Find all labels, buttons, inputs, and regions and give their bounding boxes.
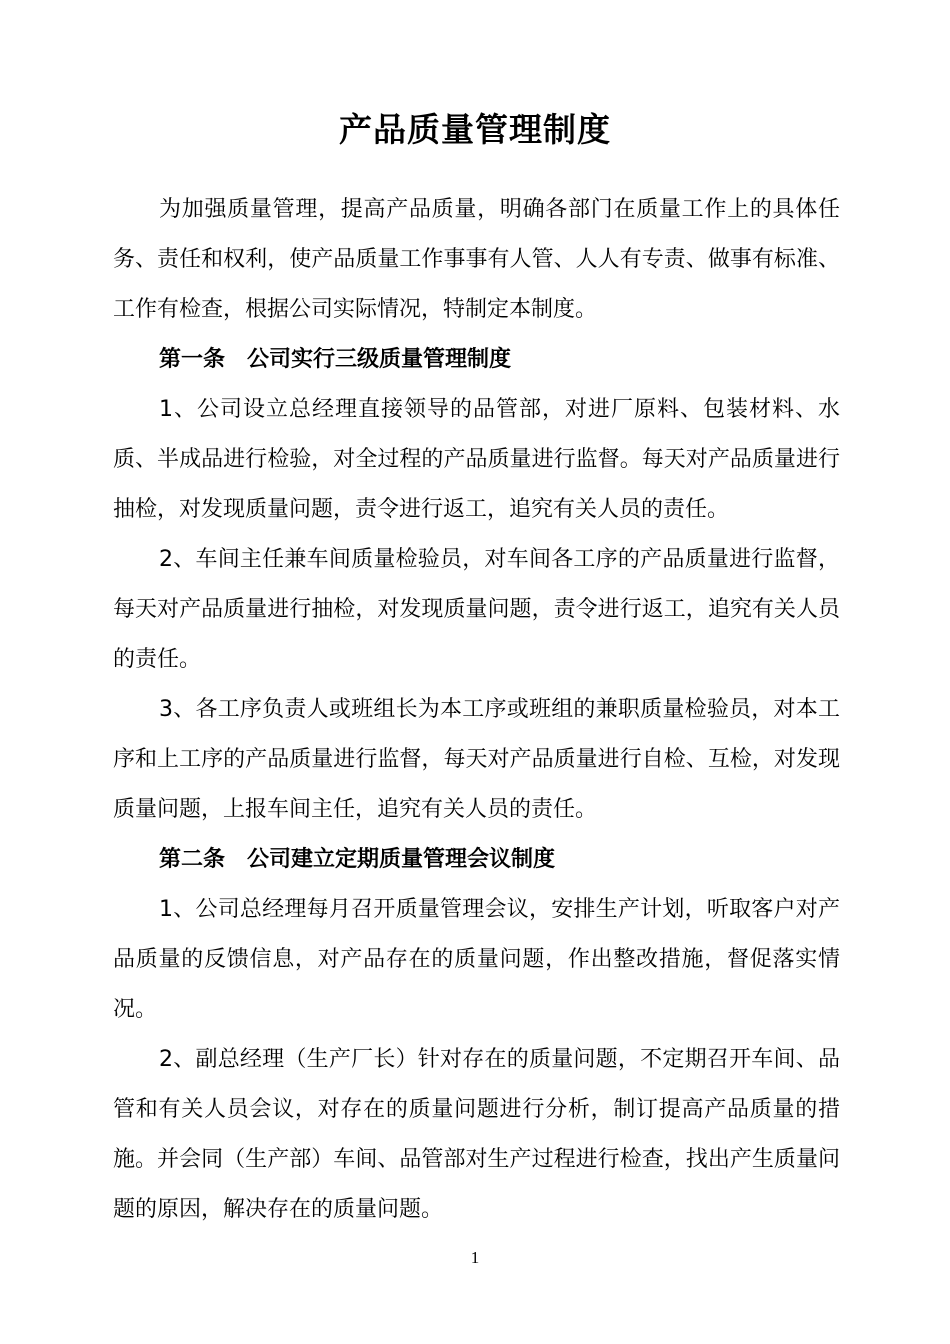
document-body [113, 185, 840, 1235]
article-1-item-3: 3、各工序负责人或班组长为本工序或班组的兼职质量检验员，对本工序和上工序的产品质量进行监督，每天对产品质量进行自检、互检，对发现质量问题，上报车间主任，追究有关人员的责任。 [113, 697, 840, 822]
article-1-item-2: 2、车间主任兼车间质量检验员，对车间各工序的产品质量进行监督，每天对产品质量进行抽检，对发现质量问题，责令进行返工，追究有关人员的责任。 [113, 547, 840, 672]
article-2-item-1: 1、公司总经理每月召开质量管理会议，安排生产计划，听取客户对产品质量的反馈信息，对产品存在的质量问题，作出整改措施，督促落实情况。 [113, 897, 840, 1022]
article-1-heading: 第一条 公司实行三级质量管理制度 [159, 347, 512, 372]
page-number: 1 [470, 1248, 480, 1267]
intro-paragraph: 为加强质量管理，提高产品质量，明确各部门在质量工作上的具体任务、责任和权利，使产品质量工作事事有人管、人人有专责、做事有标准、工作有检查，根据公司实际情况，特制定本制度。 [113, 197, 840, 322]
document-title: 产品质量管理制度 [339, 110, 611, 149]
article-1-item-1: 1、公司设立总经理直接领导的品管部，对进厂原料、包装材料、水质、半成品进行检验，对全过程的产品质量进行监督。每天对产品质量进行抽检，对发现质量问题，责令进行返工，追究有关人员的责任。 [113, 397, 840, 522]
article-2-item-2: 2、副总经理（生产厂长）针对存在的质量问题，不定期召开车间、品管和有关人员会议，对存在的质量问题进行分析，制订提高产品质量的措施。并会同（生产部）车间、品管部对生产过程进行检查，找出产生质量问题的原因，解决存在的质量问题。 [113, 1047, 840, 1222]
article-2-heading: 第二条 公司建立定期质量管理会议制度 [159, 847, 556, 872]
